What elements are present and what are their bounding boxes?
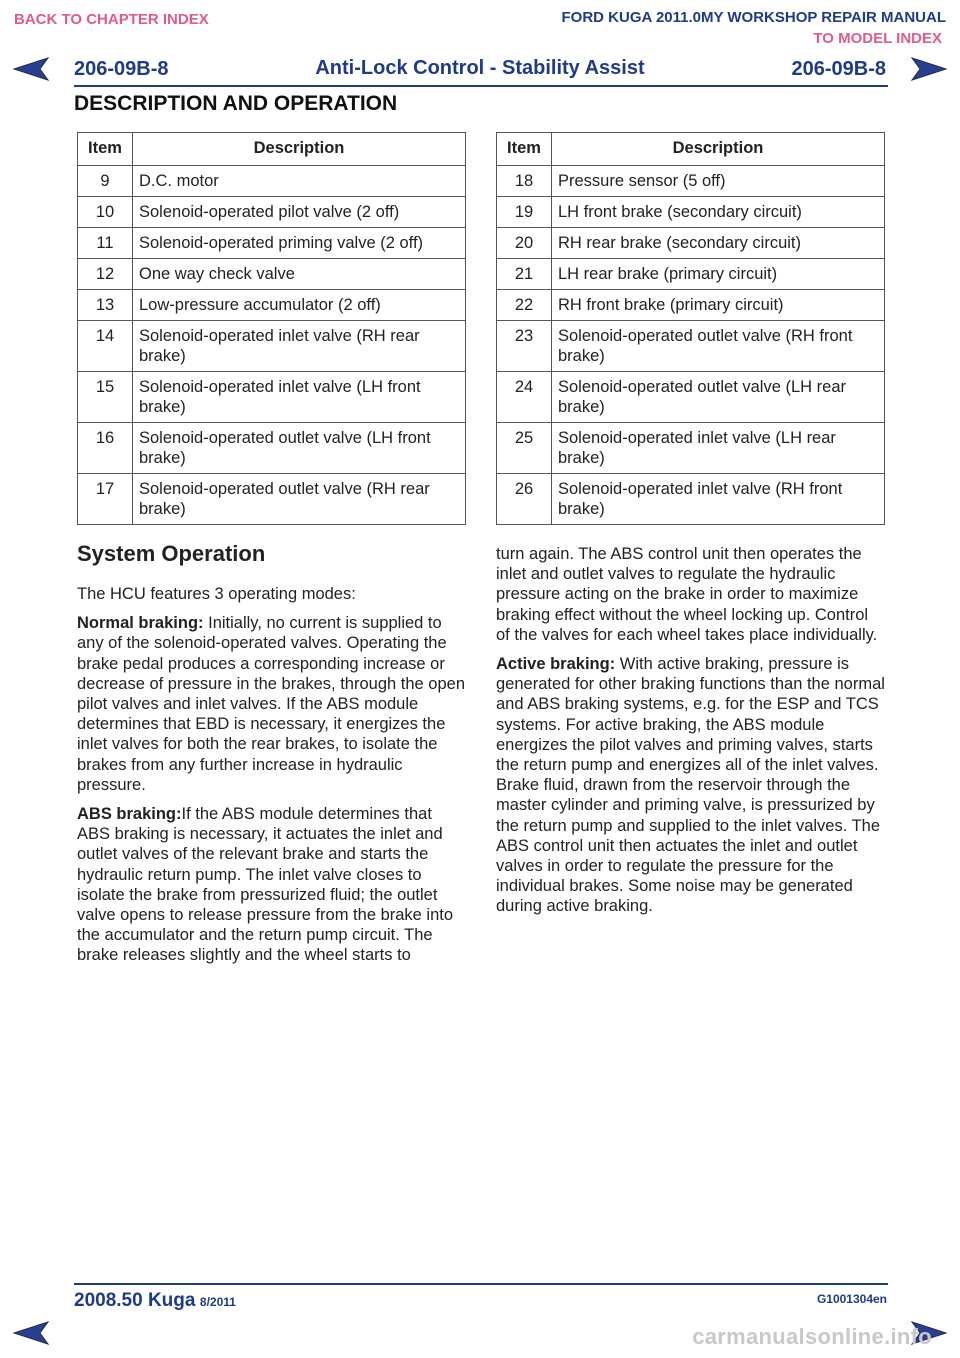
table-row [78,166,466,197]
table-row [497,372,885,423]
item-number: 13 [78,290,133,321]
item-description: Solenoid-operated inlet valve (LH rear brake) [552,423,885,474]
table-row [497,474,885,525]
abs-braking-paragraph [77,804,467,966]
text-column-left [77,541,467,975]
item-description: Solenoid-operated inlet valve (LH front brake) [133,372,466,423]
table-row [497,290,885,321]
table-row [497,197,885,228]
normal-braking-paragraph [77,613,467,795]
item-description: Low-pressure accumulator (2 off) [133,290,466,321]
table-row [497,321,885,372]
normal-braking-text: Initially, no current is supplied to any of the solenoid-operated valves. Operating the brake pedal produces a corresponding increase or decrease of pressure in the brakes, through the open pilot valves and inlet valves. If the ABS module determines that EBD is necessary, it energizes the inlet valves for both the rear brakes, to isolate the brakes from any further increase in hydraulic pressure. [77,614,465,794]
table-row [78,423,466,474]
table-row [78,321,466,372]
active-braking-label: Active braking: [496,655,616,674]
column-header-description: Description [552,133,885,166]
item-table-right [496,132,885,525]
item-number: 24 [497,372,552,423]
item-description: LH rear brake (primary circuit) [552,259,885,290]
section-code-left: 206-09B-8 [74,58,169,80]
item-description: Solenoid-operated inlet valve (RH rear brake) [133,321,466,372]
footer-date: 8/2011 [199,1295,236,1309]
column-header-description: Description [133,133,466,166]
table-row [78,259,466,290]
table-row [497,259,885,290]
item-number: 12 [78,259,133,290]
footer-model: 2008.50 Kuga [74,1290,196,1311]
item-description: RH front brake (primary circuit) [552,290,885,321]
item-number: 26 [497,474,552,525]
table-header-row [78,133,466,166]
item-description: LH front brake (secondary circuit) [552,197,885,228]
column-header-item: Item [497,133,552,166]
item-number: 17 [78,474,133,525]
section-code-right: 206-09B-8 [791,58,886,80]
active-braking-text: With active braking, pressure is generated for other braking functions than the normal and ABS braking systems, e.g. for the ESP and TCS systems. For active braking, the ABS module energizes the pilot valves and priming valves, starts the return pump and energizes all of the inlet valves. Brake fluid, drawn from the reservoir through the master cylinder and priming valve, is pressurized by the return pump and supplied to the inlet valves. The ABS control unit then actuates the inlet and outlet valves in order to regulate the pressure for the individual brakes. Some noise may be generated during active braking. [496,655,885,916]
prev-page-bottom-arrow-icon[interactable] [12,1320,50,1346]
item-description: Solenoid-operated outlet valve (LH rear brake) [552,372,885,423]
table-row [78,372,466,423]
to-model-index-link[interactable]: TO MODEL INDEX [813,30,942,47]
table-row [78,197,466,228]
item-description: One way check valve [133,259,466,290]
item-description: Solenoid-operated priming valve (2 off) [133,228,466,259]
item-description: Solenoid-operated outlet valve (RH rear brake) [133,474,466,525]
item-number: 20 [497,228,552,259]
item-number: 11 [78,228,133,259]
table-row [497,166,885,197]
abs-braking-label: ABS braking: [77,805,182,824]
footer-rule [74,1283,888,1285]
watermark: carmanualsonline.info [692,1324,932,1349]
item-description: Solenoid-operated pilot valve (2 off) [133,197,466,228]
item-description: D.C. motor [133,166,466,197]
table-row [78,228,466,259]
item-description: Solenoid-operated inlet valve (RH front brake) [552,474,885,525]
table-row [497,228,885,259]
column-header-item: Item [78,133,133,166]
footer-code: G1001304en [816,1292,887,1306]
section-heading: DESCRIPTION AND OPERATION [74,92,398,115]
table-header-row [497,133,885,166]
active-braking-paragraph [496,654,886,917]
item-number: 9 [78,166,133,197]
header-rule [74,85,888,87]
intro-paragraph: The HCU features 3 operating modes: [77,585,356,603]
item-table-left [77,132,466,525]
back-to-chapter-link[interactable]: BACK TO CHAPTER INDEX [14,11,209,28]
normal-braking-label: Normal braking: [77,614,204,633]
item-number: 15 [78,372,133,423]
abs-braking-continued-paragraph: turn again. The ABS control unit then operates the inlet and outlet valves to regulate the hydraulic pressure acting on the brake in order to maximize braking effect without the wheel locking up. Control of the valves for each wheel takes place individually. [496,545,878,644]
table-row [497,423,885,474]
item-description: Solenoid-operated outlet valve (RH front brake) [552,321,885,372]
item-number: 25 [497,423,552,474]
item-number: 16 [78,423,133,474]
item-number: 10 [78,197,133,228]
item-number: 18 [497,166,552,197]
item-description: Solenoid-operated outlet valve (LH front brake) [133,423,466,474]
item-number: 14 [78,321,133,372]
item-description: Pressure sensor (5 off) [552,166,885,197]
text-column-right [496,544,886,926]
footer-model-line [74,1290,236,1312]
system-operation-heading: System Operation [77,541,266,566]
item-number: 23 [497,321,552,372]
page-title: Anti-Lock Control - Stability Assist [315,57,645,79]
table-row [78,474,466,525]
table-row [78,290,466,321]
abs-braking-text: If the ABS module determines that ABS braking is necessary, it actuates the inlet and outlet valves of the relevant brake and starts the hydraulic return pump. The inlet valve closes to isolate the brake from pressurized fluid; the outlet valve opens to release pressure from the brake into the accumulator and the return pump circuit. The brake releases slightly and the wheel starts to [77,805,454,965]
item-number: 21 [497,259,552,290]
item-number: 19 [497,197,552,228]
manual-title: FORD KUGA 2011.0MY WORKSHOP REPAIR MANUAL [561,9,946,26]
item-description: RH rear brake (secondary circuit) [552,228,885,259]
item-number: 22 [497,290,552,321]
